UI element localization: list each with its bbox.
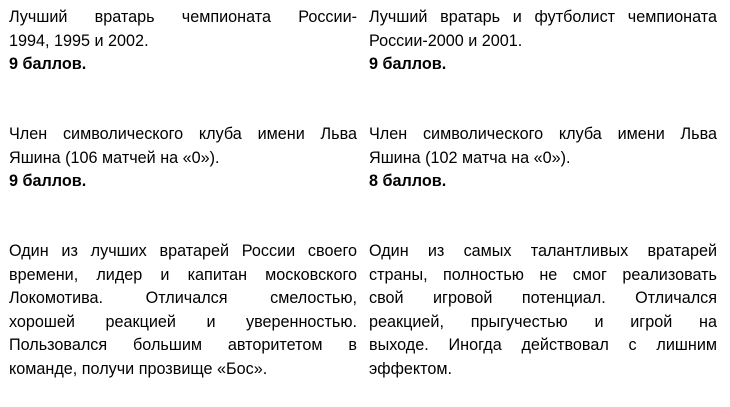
text-line: эффектом. (369, 359, 453, 378)
right-description-block (369, 240, 717, 381)
text-line: Локомотива. Отличался смелостью, (9, 289, 357, 307)
left-achievement-block (9, 6, 357, 77)
text-line: Лучший вратарь чемпионата России- (9, 8, 357, 26)
score-label: 8 баллов. (369, 172, 447, 190)
text-line: 1994, 1995 и 2002. (9, 31, 149, 50)
right-club-block (369, 123, 717, 194)
score-label: 9 баллов. (9, 55, 87, 73)
text-line: Яшина (102 матча на «0»). (369, 148, 571, 167)
text-line: Один из самых талантливых вратарей (369, 242, 717, 260)
left-description-block (9, 240, 357, 381)
text-line: свой игровой потенциал. Отличался (369, 289, 717, 307)
text-line: страны, полностью не смог реализовать (369, 265, 717, 284)
text-line: Член символического клуба имени Льва (369, 125, 717, 143)
text-line: времени, лидер и капитан московского (9, 265, 357, 284)
text-line: Лучший вратарь и футболист чемпионата (369, 8, 717, 26)
text-line: команде, получи прозвище «Бос». (9, 359, 268, 378)
right-achievement-block (369, 6, 717, 77)
text-line: выходе. Иногда действовал с лишним (369, 336, 717, 354)
score-label: 9 баллов. (9, 172, 87, 190)
text-line: хорошей реакцией и уверенностью. (9, 312, 357, 331)
text-line: Член символического клуба имени Льва (9, 125, 357, 143)
text-line: реакцией, прыгучестью и игрой на (369, 312, 717, 331)
text-line: России-2000 и 2001. (369, 31, 523, 50)
left-club-block (9, 123, 357, 194)
text-line: Пользовался большим авторитетом в (9, 336, 357, 354)
text-line: Один из лучших вратарей России своего (9, 242, 357, 260)
score-label: 9 баллов. (369, 55, 447, 73)
text-line: Яшина (106 матчей на «0»). (9, 148, 220, 167)
